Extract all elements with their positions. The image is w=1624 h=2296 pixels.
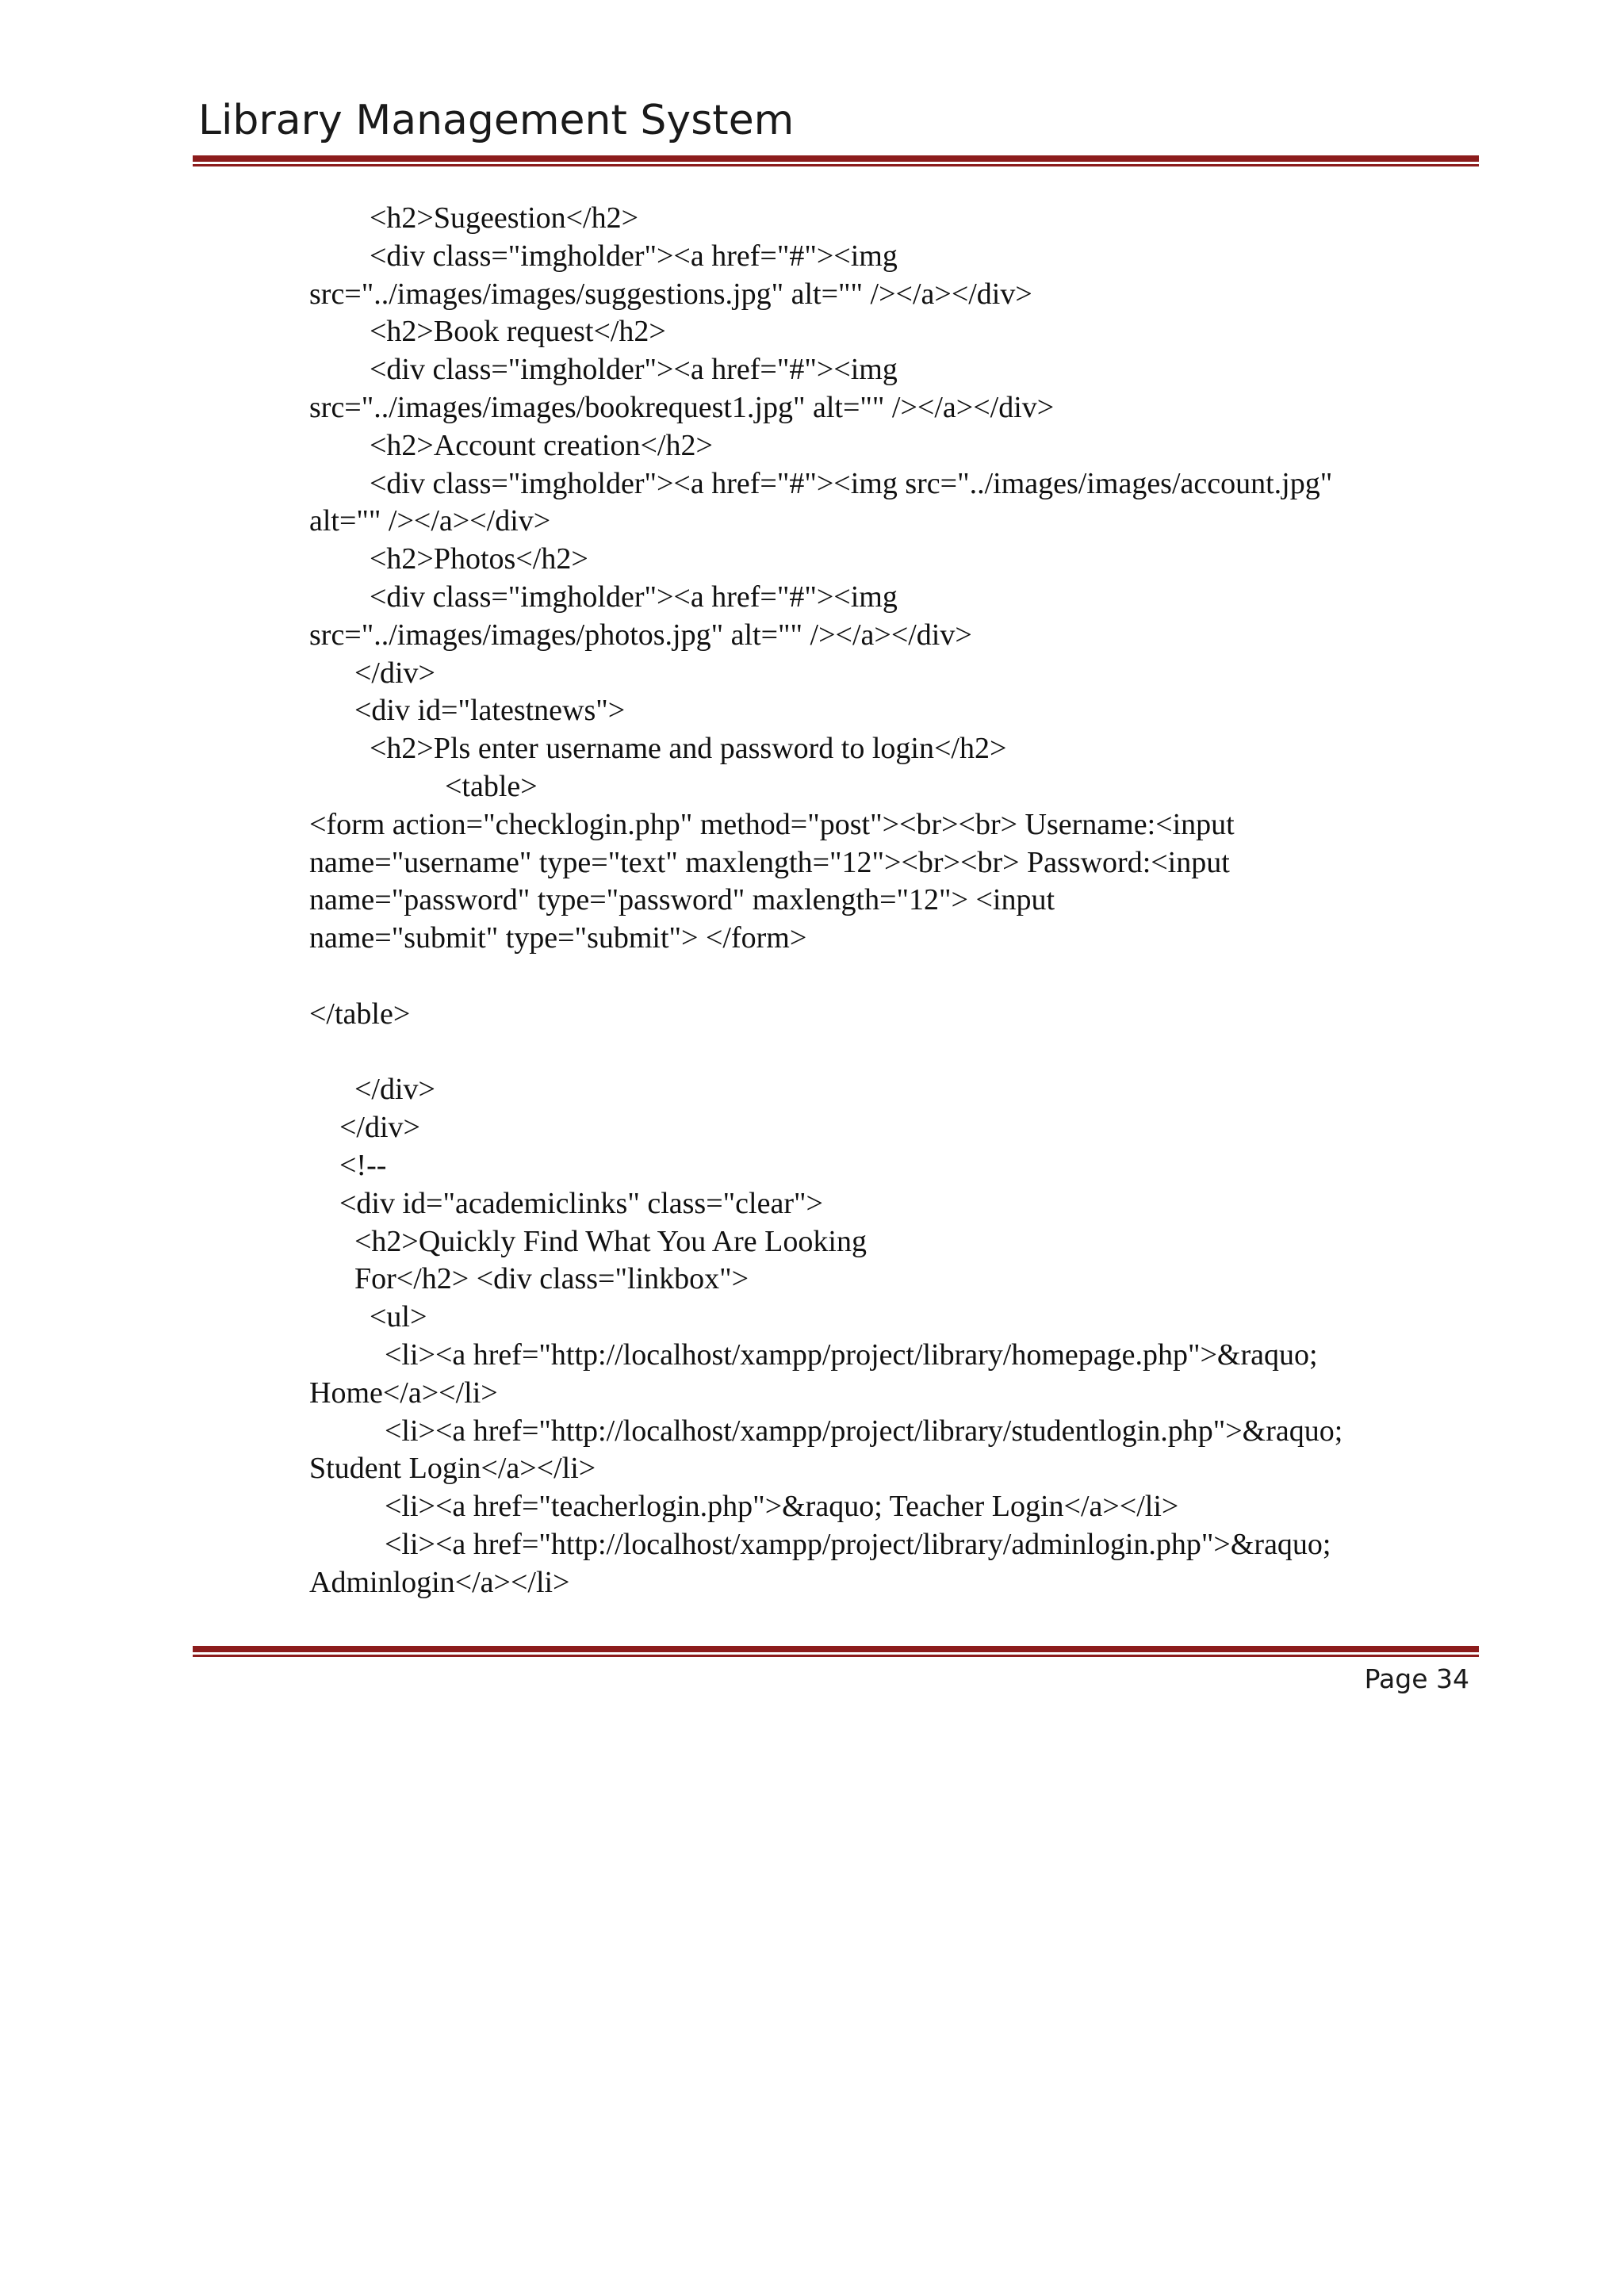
code-line: name="username" type="text" maxlength="12"><br><br> Password:<input (309, 845, 1230, 879)
header-rule (193, 155, 1479, 166)
code-line: <li><a href="http://localhost/xampp/project/library/homepage.php">&raquo; (309, 1337, 1318, 1372)
code-line: <form action="checklogin.php" method="post"><br><br> Username:<input (309, 807, 1235, 841)
code-line: </div> (309, 1073, 435, 1107)
code-line: </div> (309, 1111, 420, 1145)
code-line (309, 1034, 1459, 1072)
code-line: <h2>Account creation</h2> (309, 428, 713, 462)
code-line: <h2>Sugeestion</h2> (309, 201, 639, 235)
code-line: alt="" /></a></div> (309, 504, 551, 538)
code-line: </div> (309, 656, 435, 690)
code-line: Adminlogin</a></li> (309, 1565, 570, 1599)
code-line: <div class="imgholder"><a href="#"><img src="../images/images/account.jpg" (309, 466, 1333, 500)
footer-rule (193, 1646, 1479, 1657)
code-line: <div class="imgholder"><a href="#"><img (309, 353, 898, 387)
code-line: <li><a href="http://localhost/xampp/project/library/adminlogin.php">&raquo; (309, 1527, 1331, 1561)
code-line: <li><a href="teacherlogin.php">&raquo; Teacher Login</a></li> (309, 1490, 1179, 1524)
code-line: <h2>Quickly Find What You Are Looking (309, 1224, 867, 1258)
code-line: <div class="imgholder"><a href="#"><img (309, 580, 898, 614)
page-number: Page 34 (1364, 1663, 1469, 1694)
code-line: <ul> (309, 1300, 427, 1334)
code-line: Home</a></li> (309, 1376, 498, 1410)
code-line (309, 958, 1459, 996)
code-line: <h2>Book request</h2> (309, 315, 666, 349)
document-title: Library Management System (198, 97, 795, 144)
code-line: <div id="latestnews"> (309, 694, 626, 728)
code-line: name="password" type="password" maxlength="12"> <input (309, 883, 1055, 917)
code-line: src="../images/images/suggestions.jpg" alt="" /></a></div> (309, 277, 1032, 311)
code-line: <div class="imgholder"><a href="#"><img (309, 239, 898, 273)
code-line: <!-- (309, 1148, 387, 1182)
code-line: For</h2> <div class="linkbox"> (309, 1262, 749, 1296)
code-line: src="../images/images/bookrequest1.jpg" alt="" /></a></div> (309, 390, 1055, 424)
code-line: <table> (309, 769, 538, 803)
code-line: <h2>Photos</h2> (309, 542, 588, 576)
code-listing (309, 200, 1459, 1601)
code-line: <li><a href="http://localhost/xampp/project/library/studentlogin.php">&raquo; (309, 1414, 1343, 1448)
code-line: <h2>Pls enter username and password to login</h2> (309, 732, 1007, 766)
code-line: </table> (309, 997, 411, 1031)
code-line: name="submit" type="submit"> </form> (309, 921, 807, 955)
code-line: Student Login</a></li> (309, 1452, 596, 1486)
code-line: <div id="academiclinks" class="clear"> (309, 1186, 823, 1220)
code-line: src="../images/images/photos.jpg" alt="" /></a></div> (309, 618, 972, 652)
